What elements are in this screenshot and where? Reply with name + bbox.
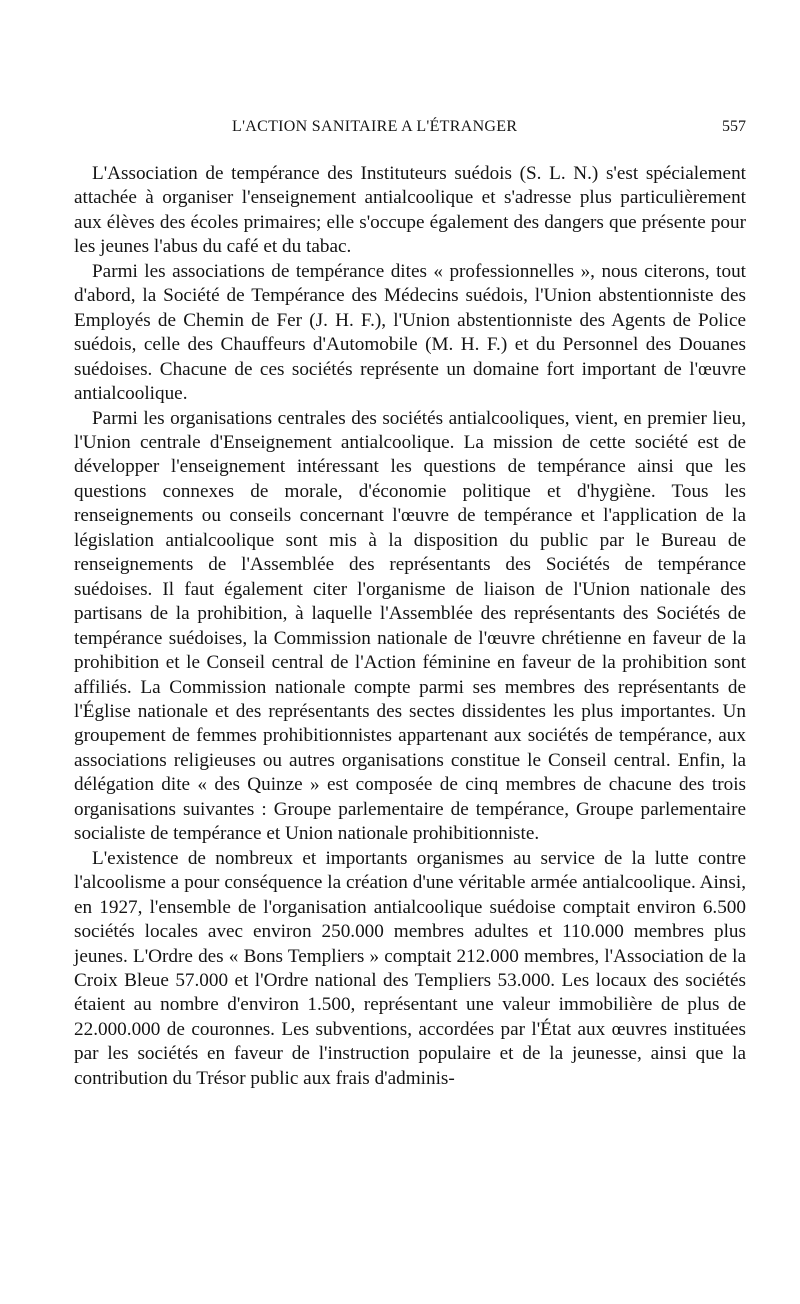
paragraph-3: Parmi les organisations centrales des sociétés antialcooliques, vient, en premier lieu, l'Union centrale d'Enseignement antialcoolique. La mission de cette société est de développer l'enseignement intéressant les questions de tempérance ainsi que les questions connexes de morale, d'économie politique et d'hygiène. Tous les renseignements ou conseils concernant l'œuvre de tempérance et l'application de la législation antialcoolique sont mis à la disposition du public par le Bureau de renseignements de l'Assemblée des représentants des Sociétés de tempérance suédoises. Il faut également citer l'organisme de liaison de l'Union nationale des partisans de la prohibition, à laquelle l'Assemblée des représentants des Sociétés de tempérance suédoises, la Commission nationale de l'œuvre chrétienne en faveur de la prohibition et le Conseil central de l'Action féminine en faveur de la prohibition sont affiliés. La Commission nationale compte parmi ses membres des représentants de l'Église nationale et des représentants des sectes dissidentes les plus importantes. Un groupement de femmes prohibitionnistes appartenant aux sociétés de tempérance, aux associations religieuses ou autres organisations constitue le Conseil central. Enfin, la délégation dite « des Quinze » est composée de cinq membres de chacune des trois organisations suivantes : Groupe parlementaire de tempérance, Groupe parlementaire socialiste de tempérance et Union nationale prohibitionniste. bbox=[74, 407, 746, 845]
page-number: 557 bbox=[722, 118, 746, 135]
paragraph-2: Parmi les associations de tempérance dites « professionnelles », nous citerons, tout d'abord, la Société de Tempérance des Médecins suédois, l'Union abstentionniste des Employés de Chemin de Fer (J. H. F.), l'Union abstentionniste des Agents de Police suédois, celle des Chauffeurs d'Automobile (M. H. F.) et du Personnel des Douanes suédoises. Chacune de ces sociétés représente un domaine fort important de l'œuvre antialcoolique. bbox=[74, 260, 746, 405]
body-text bbox=[74, 162, 746, 1091]
running-header bbox=[74, 118, 746, 152]
paragraph-1: L'Association de tempérance des Instituteurs suédois (S. L. N.) s'est spécialement attachée à organiser l'enseignement antialcoolique et s'adresse plus particulièrement aux élèves des écoles primaires; elle s'occupe également des dangers que présente pour les jeunes l'abus du café et du tabac. bbox=[74, 163, 746, 258]
document-page bbox=[74, 118, 746, 1091]
paragraph-4: L'existence de nombreux et importants organismes au service de la lutte contre l'alcoolisme a pour conséquence la création d'une véritable armée antialcoolique. Ainsi, en 1927, l'ensemble de l'organisation antialcoolique suédoise comptait environ 6.500 sociétés locales avec environ 250.000 membres adultes et 110.000 membres plus jeunes. L'Ordre des « Bons Templiers » comptait 212.000 membres, l'Association de la Croix Bleue 57.000 et l'Ordre national des Templiers 53.000. Les locaux des sociétés étaient au nombre d'environ 1.500, représentant une valeur immobilière de plus de 22.000.000 de couronnes. Les subventions, accordées par l'État aux œuvres instituées par les sociétés en faveur de l'instruction populaire et de la jeunesse, ainsi que la contribution du Trésor public aux frais d'adminis- bbox=[74, 847, 746, 1089]
running-title: L'ACTION SANITAIRE A L'ÉTRANGER bbox=[232, 118, 518, 135]
